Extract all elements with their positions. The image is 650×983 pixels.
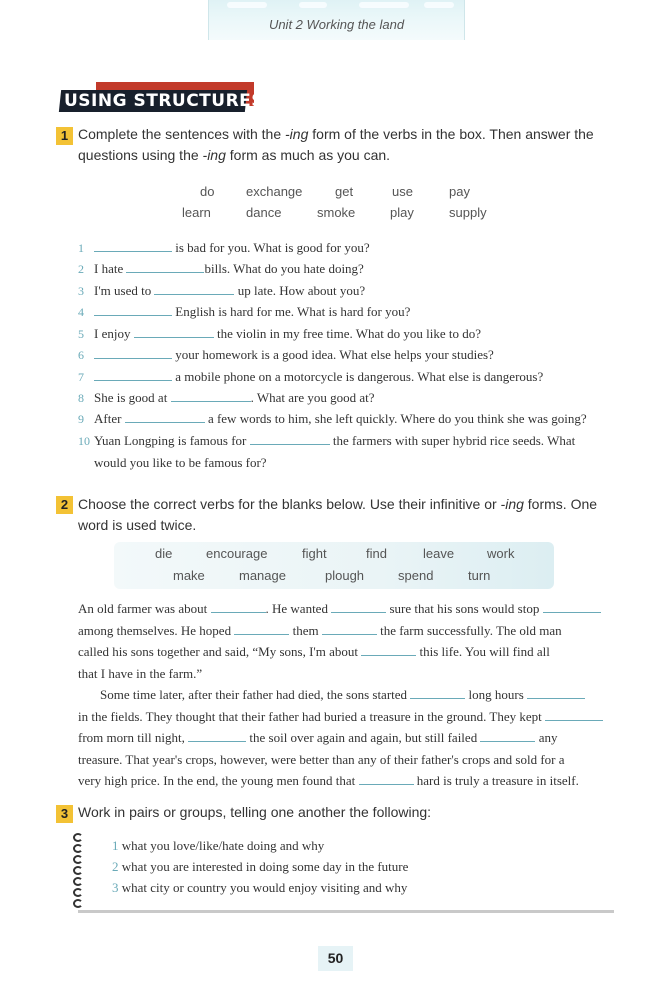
ex2-instruction-line1: Choose the correct verbs for the blanks below. Use their infinitive or -ing forms. One [78,496,598,512]
word: encourage [206,546,268,561]
ex2-text-line: among themselves. He hoped them the farm successfully. The old man [78,623,562,638]
ex1-item: 4 English is hard for me. What is hard for you? [78,304,411,319]
answer-blank[interactable] [410,687,465,699]
answer-blank[interactable] [543,601,601,613]
word: plough [325,568,365,583]
word: work [487,546,515,561]
answer-blank[interactable] [94,304,172,316]
ex2-instruction-line2: word is used twice. [78,517,197,533]
answer-blank[interactable] [125,411,205,423]
answer-blank[interactable] [480,730,535,742]
answer-blank[interactable] [126,261,204,273]
word: make [173,568,205,583]
word: get [335,184,354,199]
ex1-item: 1 is bad for you. What is good for you? [78,240,370,255]
answer-blank[interactable] [94,240,172,252]
ex1-instruction-line1: Complete the sentences with the -ing form of the verbs in the box. Then answer the [78,126,594,142]
word: leave [423,546,455,561]
unit-title: Unit 2 Working the land [268,17,405,32]
section-title: USING STRUCTURES [64,91,265,111]
notepad-bottom-line [78,910,614,913]
answer-blank[interactable] [234,623,289,635]
exercise-number-1: 1 [56,127,73,145]
ex3-item: 3 what city or country you would enjoy visiting and why [112,880,408,895]
ex2-text-line: called his sons together and said, “My sons, I'm about this life. You will find all [78,644,550,659]
word: spend [398,568,434,583]
notepad-spiral-icon [73,833,85,909]
answer-blank[interactable] [134,326,214,338]
word: play [390,205,414,220]
word: supply [449,205,487,220]
ex1-item: 8 She is good at . What are you good at? [78,390,375,405]
ex3-item: 2 what you are interested in doing some day in the future [112,859,409,874]
word: use [392,184,413,199]
exercise-number-2: 2 [56,496,73,514]
ex1-item: 10 Yuan Longping is famous for the farmers with super hybrid rice seeds. What [78,433,576,448]
ex2-text-line: treasure. That year's crops, however, were better than any of their father's crops and sold for a [78,752,565,767]
ex3-item: 1 what you love/like/hate doing and why [112,838,325,853]
answer-blank[interactable] [94,369,172,381]
word: fight [302,546,327,561]
answer-blank[interactable] [527,687,585,699]
ex1-item: 7 a mobile phone on a motorcycle is dangerous. What else is dangerous? [78,369,544,384]
answer-blank[interactable] [154,283,234,295]
answer-blank[interactable] [545,709,603,721]
word: manage [239,568,286,583]
ex1-item: 6 your homework is a good idea. What else helps your studies? [78,347,494,362]
word: exchange [246,184,303,199]
word: do [200,184,215,199]
word: learn [182,205,211,220]
ex2-text-line: An old farmer was about . He wanted sure that his sons would stop [78,598,601,619]
ex2-text-line: in the fields. They thought that their father had buried a treasure in the ground. They kept [78,706,603,727]
ex1-item-10-continued: would you like to be famous for? [94,455,267,470]
ex2-text-line: from morn till night, the soil over again and again, but still failed any [78,730,558,745]
word: pay [449,184,470,199]
ex2-text-line: Some time later, after their father had died, the sons started long hours [100,684,585,705]
ex1-item: 2 I hate bills. What do you hate doing? [78,261,364,276]
answer-blank[interactable] [361,644,416,656]
answer-blank[interactable] [250,433,330,445]
answer-blank[interactable] [188,730,246,742]
ex1-item: 5 I enjoy the violin in my free time. What do you like to do? [78,326,482,341]
page-number: 50 [318,946,353,971]
exercise-number-3: 3 [56,805,73,823]
answer-blank[interactable] [94,347,172,359]
unit-header [208,0,465,40]
ex2-text-line: very high price. In the end, the young men found that hard is truly a treasure in itself. [78,773,579,788]
word: die [155,546,173,561]
answer-blank[interactable] [322,623,377,635]
word: smoke [317,205,356,220]
word: dance [246,205,282,220]
answer-blank[interactable] [331,601,386,613]
ex1-instruction-line2: questions using the -ing form as much as you can. [78,147,391,163]
ex1-item: 9 After a few words to him, she left quickly. Where do you think she was going? [78,411,587,426]
answer-blank[interactable] [359,773,414,785]
answer-blank[interactable] [211,601,266,613]
section-title-banner [60,82,265,114]
ex3-instruction: Work in pairs or groups, telling one another the following: [78,804,432,820]
ex1-item: 3 I'm used to up late. How about you? [78,283,366,298]
ex2-text-line: that I have in the farm.” [78,666,203,681]
word: find [366,546,387,561]
answer-blank[interactable] [171,390,251,402]
word: turn [468,568,491,583]
